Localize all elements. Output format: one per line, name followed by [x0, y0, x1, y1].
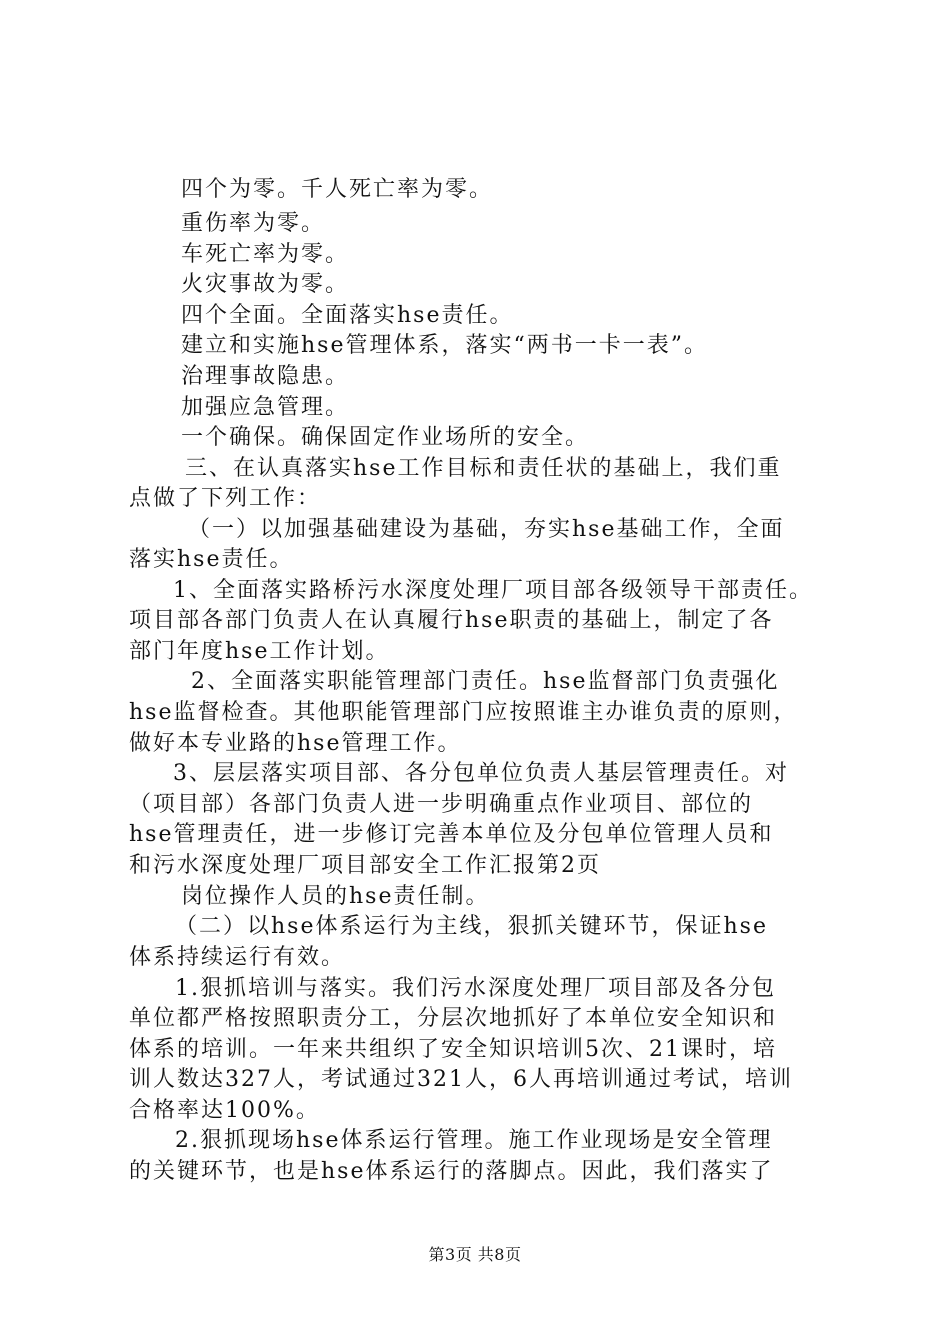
text-line: 岗位操作人员的hse责任制。 [181, 884, 490, 909]
text-line: hse管理责任，进一步修订完善本单位及分包单位管理人员和 [129, 822, 774, 847]
text-line: 2、全面落实职能管理部门责任。hse监督部门负责强化 [191, 669, 780, 694]
text-line: 治理事故隐患。 [181, 364, 350, 389]
text-line: 一个确保。确保固定作业场所的安全。 [181, 425, 590, 450]
text-line: 训人数达327人，考试通过321人，6人再培训通过考试，培训 [129, 1067, 793, 1092]
text-line: 单位都严格按照职责分工，分层次地抓好了本单位安全知识和 [129, 1006, 778, 1031]
text-line: 项目部各部门负责人在认真履行hse职责的基础上，制定了各 [129, 608, 774, 633]
text-line: 四个为零。千人死亡率为零。 [181, 177, 494, 202]
text-line: 2.狠抓现场hse体系运行管理。施工作业现场是安全管理 [175, 1128, 773, 1153]
text-line: 做好本专业路的hse管理工作。 [129, 731, 462, 756]
text-line: 点做了下列工作： [129, 486, 322, 511]
text-line: 部门年度hse工作计划。 [129, 639, 390, 664]
text-line: 建立和实施hse管理体系，落实“两书一卡一表”。 [181, 333, 708, 358]
text-line: 合格率达100%。 [129, 1098, 320, 1123]
text-line: 1.狠抓培训与落实。我们污水深度处理厂项目部及各分包 [175, 976, 776, 1001]
text-line: （一）以加强基础建设为基础，夯实hse基础工作，全面 [188, 517, 785, 542]
text-line: hse监督检查。其他职能管理部门应按照谁主办谁负责的原则， [129, 700, 798, 725]
text-line: 体系持续运行有效。 [129, 945, 346, 970]
text-line: 和污水深度处理厂项目部安全工作汇报第2页 [129, 853, 601, 878]
text-line: 1、全面落实路桥污水深度处理厂项目部各级领导干部责任。 [173, 578, 813, 603]
text-line: 落实hse责任。 [129, 547, 294, 572]
text-line: 火灾事故为零。 [181, 272, 350, 297]
text-line: 车死亡率为零。 [181, 242, 350, 267]
text-line: （二）以hse体系运行为主线，狠抓关键环节，保证hse [175, 914, 768, 939]
page-footer: 第3页 共8页 [428, 1245, 522, 1264]
text-line: 四个全面。全面落实hse责任。 [181, 303, 514, 328]
text-line: 三、在认真落实hse工作目标和责任状的基础上，我们重 [185, 456, 782, 481]
text-line: 加强应急管理。 [181, 395, 350, 420]
text-line: 重伤率为零。 [181, 211, 326, 236]
text-line: 体系的培训。一年来共组织了安全知识培训5次、21课时，培 [129, 1037, 777, 1062]
text-line: 3、层层落实项目部、各分包单位负责人基层管理责任。对 [173, 761, 789, 786]
text-line: 的关键环节，也是hse体系运行的落脚点。因此，我们落实了 [129, 1159, 774, 1184]
text-line: （项目部）各部门负责人进一步明确重点作业项目、部位的 [129, 792, 754, 817]
